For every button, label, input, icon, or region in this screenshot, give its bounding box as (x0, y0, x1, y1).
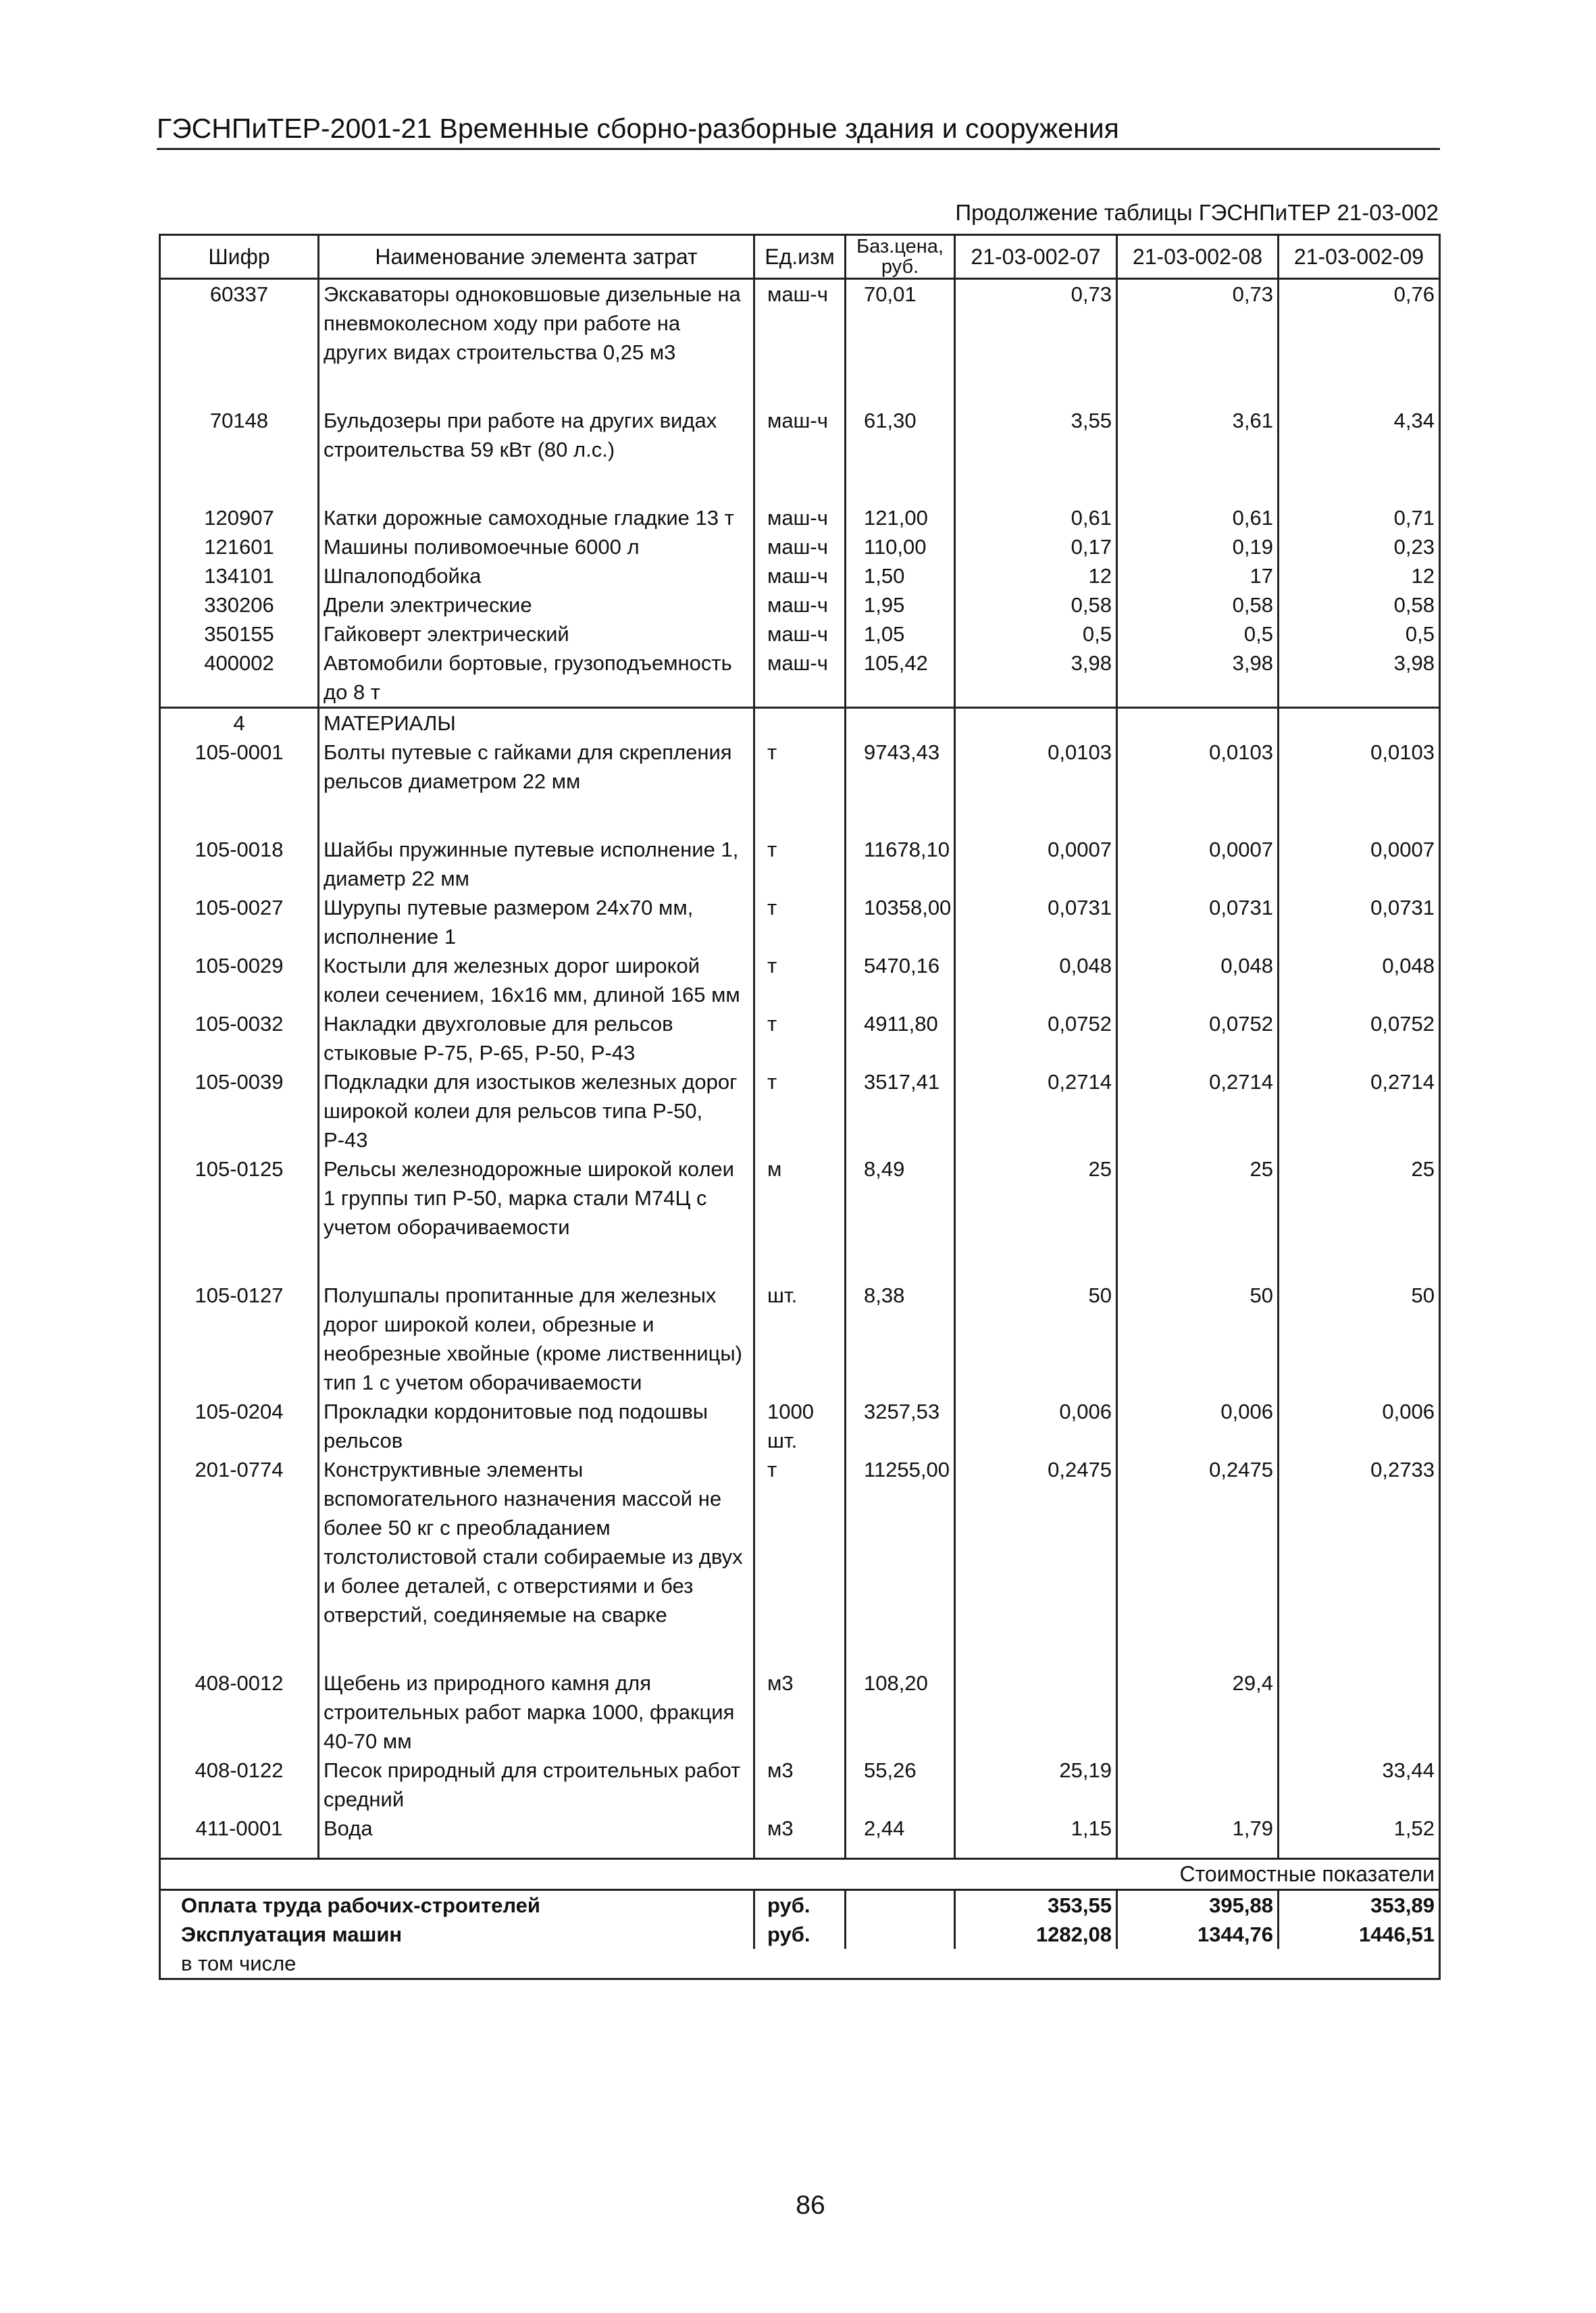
table-row (160, 1397, 1440, 1455)
cell-value-07: 25 (955, 1154, 1117, 1242)
cell-value-08: 25 (1117, 1154, 1279, 1242)
cell-name: Песок природный для строительных работ средний (319, 1756, 754, 1814)
cell-code: 105-0001 (160, 738, 319, 796)
cell-price: 9743,43 (846, 738, 955, 796)
cell-value-07: 0,048 (955, 951, 1117, 1009)
cell-value-09: 0,0007 (1279, 835, 1440, 893)
cell-value-09: 3,98 (1279, 649, 1440, 708)
summary-value-07: 353,55 (955, 1890, 1117, 1921)
cell-unit: маш-ч (754, 590, 846, 619)
cell-value-07: 0,5 (955, 619, 1117, 649)
cell-name: Накладки двухголовые для рельсов стыковые Р-75, Р-65, Р-50, Р-43 (319, 1009, 754, 1067)
cell-unit: маш-ч (754, 532, 846, 561)
cell-value-09: 0,76 (1279, 279, 1440, 367)
cell-price: 8,49 (846, 1154, 955, 1242)
cell-value-09: 0,71 (1279, 503, 1440, 532)
cell-value-08: 1,79 (1117, 1814, 1279, 1843)
cell-code: 105-0018 (160, 835, 319, 893)
cell-unit: т (754, 951, 846, 1009)
cell-name: Машины поливомоечные 6000 л (319, 532, 754, 561)
summary-row (160, 1920, 1440, 1949)
table-row (160, 279, 1440, 367)
cell-unit: маш-ч (754, 503, 846, 532)
cell-name: Болты путевые с гайками для скрепления рельсов диаметром 22 мм (319, 738, 754, 796)
cell-value-07: 0,006 (955, 1397, 1117, 1455)
cell-name: Шайбы пружинные путевые исполнение 1, диаметр 22 мм (319, 835, 754, 893)
cell-code: 60337 (160, 279, 319, 367)
cell-price: 1,95 (846, 590, 955, 619)
cell-code: 201-0774 (160, 1455, 319, 1629)
section-row (160, 708, 1440, 738)
cell-value-08: 0,0103 (1117, 738, 1279, 796)
table-row (160, 1756, 1440, 1814)
cell-code: 105-0029 (160, 951, 319, 1009)
cell-price: 61,30 (846, 406, 955, 464)
cell-value-07: 3,55 (955, 406, 1117, 464)
cell-unit: т (754, 1009, 846, 1067)
cell-unit: м3 (754, 1669, 846, 1756)
cell-price: 108,20 (846, 1669, 955, 1756)
cell-value-09: 25 (1279, 1154, 1440, 1242)
cell-price: 70,01 (846, 279, 955, 367)
cell-price: 4911,80 (846, 1009, 955, 1067)
table-row (160, 738, 1440, 796)
cell-name: Конструктивные элементы вспомогательного назначения массой не более 50 кг с преобладанием толстолистовой стали собираемые из двух и более деталей, с отверстиями и без отверстий, соединяемые на сварке (319, 1455, 754, 1629)
cell-value-07: 3,98 (955, 649, 1117, 708)
cell-price: 55,26 (846, 1756, 955, 1814)
cell-value-09: 0,0103 (1279, 738, 1440, 796)
cell-name: Бульдозеры при работе на других видах строительства 59 кВт (80 л.с.) (319, 406, 754, 464)
cell-name: Костыли для железных дорог широкой колеи сечением, 16х16 мм, длиной 165 мм (319, 951, 754, 1009)
cell-value-08: 29,4 (1117, 1669, 1279, 1756)
cell-value-07: 0,0731 (955, 893, 1117, 951)
cell-value-09: 0,006 (1279, 1397, 1440, 1455)
cell-name: Автомобили бортовые, грузоподъемность до 8 т (319, 649, 754, 708)
cell-unit: маш-ч (754, 649, 846, 708)
cell-name: Подкладки для изостыков железных дорог широкой колеи для рельсов типа Р-50, Р-43 (319, 1067, 754, 1154)
table-row (160, 532, 1440, 561)
cell-value-07: 1,15 (955, 1814, 1117, 1843)
table-row (160, 1154, 1440, 1242)
cell-name: Прокладки кордонитовые под подошвы рельсов (319, 1397, 754, 1455)
including-label: в том числе (160, 1949, 1440, 1979)
summary-value-09: 353,89 (1279, 1890, 1440, 1921)
summary-price-empty (846, 1920, 955, 1949)
cell-unit: м3 (754, 1814, 846, 1843)
table-row (160, 649, 1440, 708)
summary-label: Оплата труда рабочих-строителей (160, 1890, 754, 1921)
cell-value-07: 0,2475 (955, 1455, 1117, 1629)
section-title: МАТЕРИАЛЫ (319, 708, 754, 738)
cost-header-row (160, 1859, 1440, 1890)
cell-value-07: 0,0103 (955, 738, 1117, 796)
cell-value-07: 0,2714 (955, 1067, 1117, 1154)
cell-value-08: 0,0752 (1117, 1009, 1279, 1067)
section-code: 4 (160, 708, 319, 738)
cell-unit: т (754, 1455, 846, 1629)
cell-code: 121601 (160, 532, 319, 561)
cell-value-08: 0,2475 (1117, 1455, 1279, 1629)
cell-value-09: 50 (1279, 1281, 1440, 1397)
table-row (160, 619, 1440, 649)
cell-unit: т (754, 893, 846, 951)
cell-name: Шурупы путевые размером 24х70 мм, исполнение 1 (319, 893, 754, 951)
cell-code: 105-0127 (160, 1281, 319, 1397)
cell-code: 411-0001 (160, 1814, 319, 1843)
table-row (160, 893, 1440, 951)
cell-price: 8,38 (846, 1281, 955, 1397)
cell-value-09: 0,58 (1279, 590, 1440, 619)
summary-value-07: 1282,08 (955, 1920, 1117, 1949)
cell-value-07: 0,0007 (955, 835, 1117, 893)
col-v3-header: 21-03-002-09 (1279, 235, 1440, 279)
cell-code: 408-0122 (160, 1756, 319, 1814)
cell-value-08: 0,0731 (1117, 893, 1279, 951)
col-v1-header: 21-03-002-07 (955, 235, 1117, 279)
cell-value-09: 33,44 (1279, 1756, 1440, 1814)
cell-unit: м (754, 1154, 846, 1242)
table-row (160, 406, 1440, 464)
cell-value-08 (1117, 1756, 1279, 1814)
cost-header: Стоимостные показатели (160, 1859, 1440, 1890)
cell-value-07: 12 (955, 561, 1117, 590)
cell-value-09: 0,2733 (1279, 1455, 1440, 1629)
cell-value-08: 0,5 (1117, 619, 1279, 649)
cell-price: 1,50 (846, 561, 955, 590)
cell-unit: м3 (754, 1756, 846, 1814)
cell-unit: маш-ч (754, 619, 846, 649)
col-name-header: Наименование элемента затрат (319, 235, 754, 279)
cell-value-07: 0,73 (955, 279, 1117, 367)
cell-value-09: 0,0752 (1279, 1009, 1440, 1067)
cell-price: 121,00 (846, 503, 955, 532)
cell-value-08: 3,98 (1117, 649, 1279, 708)
cell-code: 105-0027 (160, 893, 319, 951)
cell-price: 3257,53 (846, 1397, 955, 1455)
cell-code: 120907 (160, 503, 319, 532)
summary-unit: руб. (754, 1890, 846, 1921)
col-unit-header: Ед.изм (754, 235, 846, 279)
cell-value-09: 1,52 (1279, 1814, 1440, 1843)
cell-value-08: 0,73 (1117, 279, 1279, 367)
cell-price: 10358,00 (846, 893, 955, 951)
cell-unit: т (754, 738, 846, 796)
cell-value-09: 0,5 (1279, 619, 1440, 649)
cell-value-09: 0,2714 (1279, 1067, 1440, 1154)
cell-unit: шт. (754, 1281, 846, 1397)
cell-name: Шпалоподбойка (319, 561, 754, 590)
cell-value-08: 0,0007 (1117, 835, 1279, 893)
cell-price: 5470,16 (846, 951, 955, 1009)
table-header-row (160, 235, 1440, 279)
summary-price-empty (846, 1890, 955, 1921)
cell-name: Вода (319, 1814, 754, 1843)
table-row (160, 835, 1440, 893)
cell-unit: т (754, 835, 846, 893)
cell-value-08: 0,006 (1117, 1397, 1279, 1455)
col-code-header: Шифр (160, 235, 319, 279)
table-row (160, 951, 1440, 1009)
cell-price: 110,00 (846, 532, 955, 561)
cell-name: Экскаваторы одноковшовые дизельные на пневмоколесном ходу при работе на других видах строительства 0,25 м3 (319, 279, 754, 367)
cell-value-08: 0,61 (1117, 503, 1279, 532)
cell-unit: маш-ч (754, 279, 846, 367)
cell-value-08: 0,19 (1117, 532, 1279, 561)
cell-value-07: 0,58 (955, 590, 1117, 619)
continuation-title: Продолжение таблицы ГЭСНПиТЕР 21-03-002 (955, 200, 1439, 225)
table-row (160, 1669, 1440, 1756)
cell-value-08: 17 (1117, 561, 1279, 590)
table-row (160, 1009, 1440, 1067)
cell-code: 350155 (160, 619, 319, 649)
cell-unit: 1000 шт. (754, 1397, 846, 1455)
summary-value-08: 395,88 (1117, 1890, 1279, 1921)
table-row (160, 590, 1440, 619)
cell-value-07: 0,17 (955, 532, 1117, 561)
cell-name: Гайковерт электрический (319, 619, 754, 649)
cell-value-09: 0,0731 (1279, 893, 1440, 951)
cell-price: 11678,10 (846, 835, 955, 893)
table-row (160, 503, 1440, 532)
cell-unit: т (754, 1067, 846, 1154)
cell-code: 105-0039 (160, 1067, 319, 1154)
cell-value-08: 50 (1117, 1281, 1279, 1397)
cell-value-09: 12 (1279, 561, 1440, 590)
cell-value-08: 3,61 (1117, 406, 1279, 464)
cell-value-09: 0,048 (1279, 951, 1440, 1009)
table-row (160, 1814, 1440, 1843)
cell-value-08: 0,58 (1117, 590, 1279, 619)
cell-code: 400002 (160, 649, 319, 708)
col-price-header: Баз.цена, руб. (846, 235, 955, 279)
cell-value-08: 0,2714 (1117, 1067, 1279, 1154)
cell-value-07: 50 (955, 1281, 1117, 1397)
cell-value-07: 25,19 (955, 1756, 1117, 1814)
cell-code: 70148 (160, 406, 319, 464)
cell-name: Рельсы железнодорожные широкой колеи 1 группы тип Р-50, марка стали М74Ц с учетом оборачиваемости (319, 1154, 754, 1242)
cell-value-09: 0,23 (1279, 532, 1440, 561)
cell-name: Полушпалы пропитанные для железных дорог широкой колеи, обрезные и необрезные хвойные (кроме лиственницы) тип 1 с учетом оборачиваемости (319, 1281, 754, 1397)
page-number: 86 (796, 2191, 825, 2220)
cell-value-07: 0,0752 (955, 1009, 1117, 1067)
cell-code: 330206 (160, 590, 319, 619)
cell-code: 134101 (160, 561, 319, 590)
cell-name: Дрели электрические (319, 590, 754, 619)
cell-value-09: 4,34 (1279, 406, 1440, 464)
cell-price: 11255,00 (846, 1455, 955, 1629)
cell-code: 105-0204 (160, 1397, 319, 1455)
including-row (160, 1949, 1440, 1979)
cell-code: 105-0125 (160, 1154, 319, 1242)
cell-price: 105,42 (846, 649, 955, 708)
table-row (160, 1455, 1440, 1629)
cell-unit: маш-ч (754, 561, 846, 590)
col-v2-header: 21-03-002-08 (1117, 235, 1279, 279)
resource-table (159, 234, 1441, 1980)
summary-label: Эксплуатация машин (160, 1920, 754, 1949)
cell-code: 105-0032 (160, 1009, 319, 1067)
cell-name: Щебень из природного камня для строительных работ марка 1000, фракция 40-70 мм (319, 1669, 754, 1756)
page-header: ГЭСНПиТЕР-2001-21 Временные сборно-разборные здания и сооружения (157, 115, 1440, 150)
cell-price: 1,05 (846, 619, 955, 649)
cell-value-08: 0,048 (1117, 951, 1279, 1009)
table-row (160, 1067, 1440, 1154)
summary-value-08: 1344,76 (1117, 1920, 1279, 1949)
cell-code: 408-0012 (160, 1669, 319, 1756)
cell-value-09 (1279, 1669, 1440, 1756)
cell-price: 2,44 (846, 1814, 955, 1843)
cell-value-07 (955, 1669, 1117, 1756)
cell-unit: маш-ч (754, 406, 846, 464)
table-row (160, 561, 1440, 590)
table-row (160, 1281, 1440, 1397)
summary-unit: руб. (754, 1920, 846, 1949)
cell-value-07: 0,61 (955, 503, 1117, 532)
cell-name: Катки дорожные самоходные гладкие 13 т (319, 503, 754, 532)
summary-value-09: 1446,51 (1279, 1920, 1440, 1949)
cell-price: 3517,41 (846, 1067, 955, 1154)
summary-row (160, 1890, 1440, 1921)
